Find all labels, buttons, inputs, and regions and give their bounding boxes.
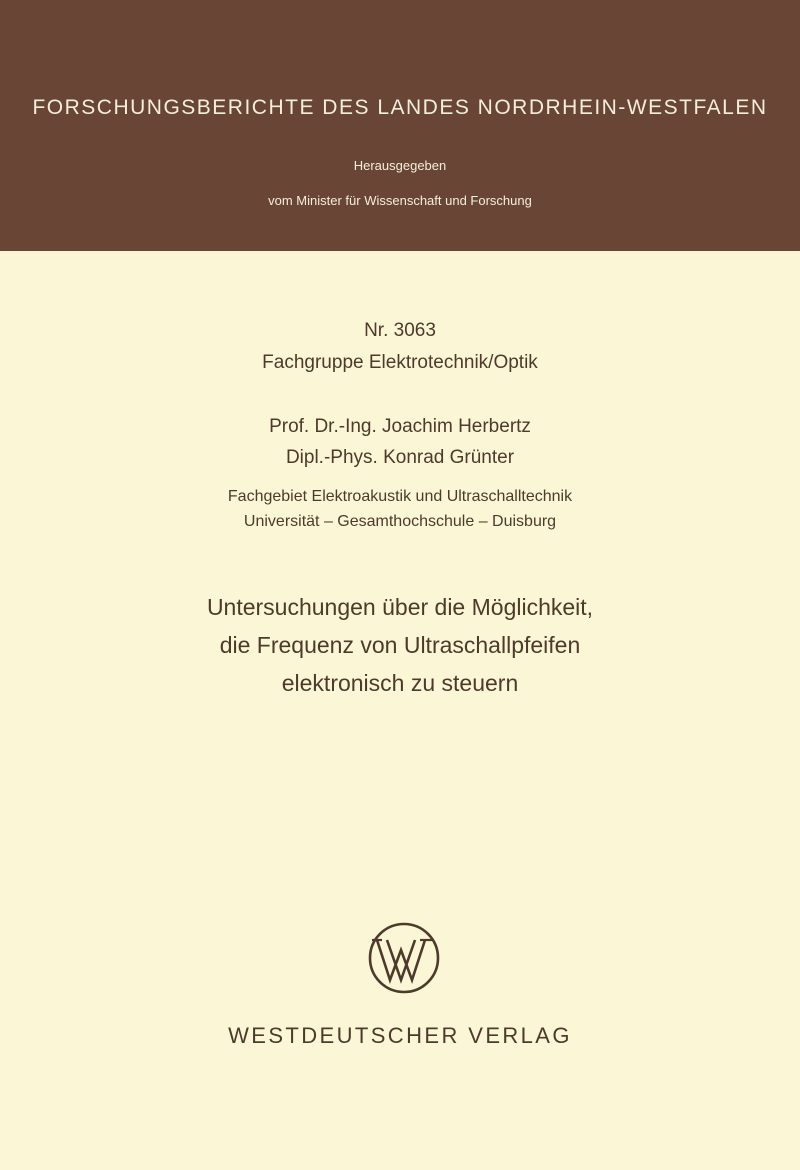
wv-circle-logo-icon (368, 922, 440, 994)
institution-line-1: Fachgebiet Elektroakustik und Ultraschalltechnik (227, 488, 573, 505)
author-2: Dipl.-Phys. Konrad Grünter (285, 447, 515, 468)
title-line-3: elektronisch zu steuern (281, 670, 519, 696)
editor-line-1: Herausgegeben (353, 158, 447, 173)
title-line-2: die Frequenz von Ultraschallpfeifen (219, 632, 581, 658)
subject-group: Fachgruppe Elektrotechnik/Optik (262, 352, 538, 373)
editor-line-2: vom Minister für Wissenschaft und Forschung (268, 193, 532, 208)
publisher-name: WESTDEUTSCHER VERLAG (228, 1023, 572, 1048)
series-title: FORSCHUNGSBERICHTE DES LANDES NORDRHEIN-WESTFALEN (32, 96, 768, 119)
institution-line-2: Universität – Gesamthochschule – Duisburg (243, 513, 557, 530)
title-line-1: Untersuchungen über die Möglichkeit, (206, 594, 594, 620)
header-band (0, 0, 800, 251)
author-1: Prof. Dr.-Ing. Joachim Herbertz (269, 416, 531, 437)
report-number: Nr. 3063 (364, 320, 436, 341)
